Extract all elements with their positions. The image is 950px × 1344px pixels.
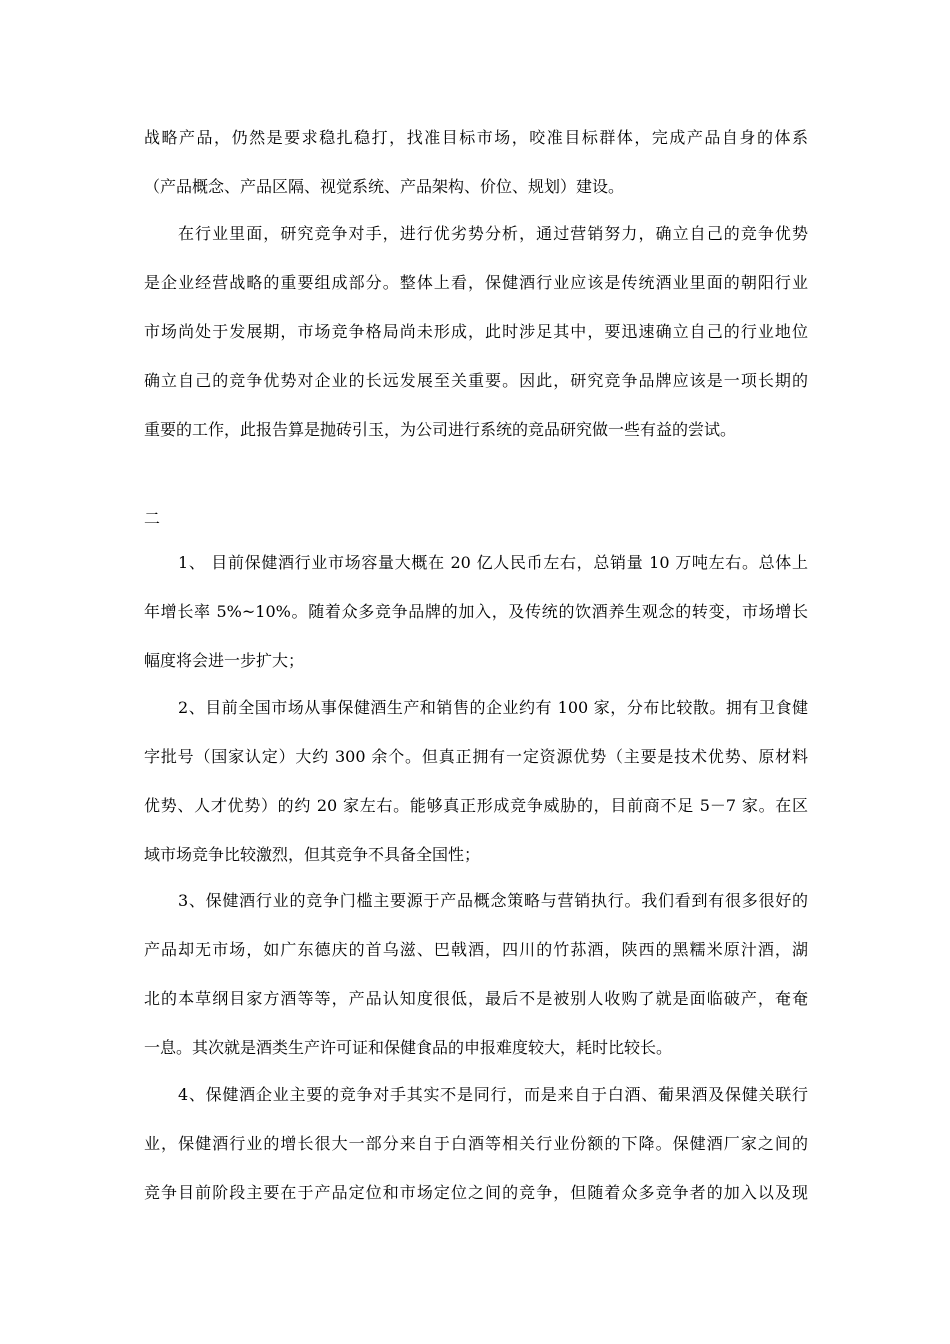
paragraph-line: 域市场竞争比较激烈，但其竞争不具备全国性； [144,845,481,864]
paragraph-line: 3、保健酒行业的竞争门槛主要源于产品概念策略与营销执行。我们看到有很多很好的 [178,891,808,910]
paragraph-line: 确立自己的竞争优势对企业的长远发展至关重要。因此，研究竞争品牌应该是一项长期的 [144,371,808,390]
paragraph-line: 一息。其次就是酒类生产许可证和保健食品的申报难度较大，耗时比较长。 [144,1038,673,1057]
paragraph-line: 幅度将会进一步扩大； [144,651,305,670]
section-heading: 二 [144,509,161,528]
paragraph-line: 1、 目前保健酒行业市场容量大概在 20 亿人民币左右，总销量 10 万吨左右。总体上 [178,553,808,572]
paragraph-line: 战略产品，仍然是要求稳扎稳打，找准目标市场，咬准目标群体，完成产品自身的体系 [144,128,808,147]
paragraph-line: 竞争目前阶段主要在于产品定位和市场定位之间的竞争，但随着众多竞争者的加入以及现 [144,1183,808,1202]
paragraph-line: 是企业经营战略的重要组成部分。整体上看，保健酒行业应该是传统酒业里面的朝阳行业 [144,273,808,292]
paragraph-line: 2、目前全国市场从事保健酒生产和销售的企业约有 100 家，分布比较散。拥有卫食健 [178,698,808,717]
paragraph-line: （产品概念、产品区隔、视觉系统、产品架构、价位、规划）建设。 [144,177,625,196]
paragraph-line: 重要的工作，此报告算是抛砖引玉，为公司进行系统的竞品研究做一些有益的尝试。 [144,420,737,439]
paragraph-line: 市场尚处于发展期，市场竞争格局尚未形成，此时涉足其中，要迅速确立自己的行业地位 [144,322,808,341]
paragraph-line: 北的本草纲目家方酒等等，产品认知度很低，最后不是被别人收购了就是面临破产，奄奄 [144,989,808,1008]
paragraph-line: 在行业里面，研究竞争对手，进行优劣势分析，通过营销努力，确立自己的竞争优势 [178,224,808,243]
paragraph-line: 优势、人才优势）的约 20 家左右。能够真正形成竞争威胁的，目前商不足 5－7 家。在区 [144,796,808,815]
paragraph-line: 业，保健酒行业的增长很大一部分来自于白酒等相关行业份额的下降。保健酒厂家之间的 [144,1134,808,1153]
paragraph-line: 4、保健酒企业主要的竞争对手其实不是同行，而是来自于白酒、葡果酒及保健关联行 [178,1085,808,1104]
paragraph-line: 产品却无市场，如广东德庆的首乌滋、巴戟酒，四川的竹荪酒，陕西的黑糯米原汁酒，湖 [144,940,808,959]
paragraph-line: 年增长率 5%~10%。随着众多竞争品牌的加入，及传统的饮酒养生观念的转变，市场增长 [144,602,808,621]
paragraph-line: 字批号（国家认定）大约 300 余个。但真正拥有一定资源优势（主要是技术优势、原材料 [144,747,808,766]
